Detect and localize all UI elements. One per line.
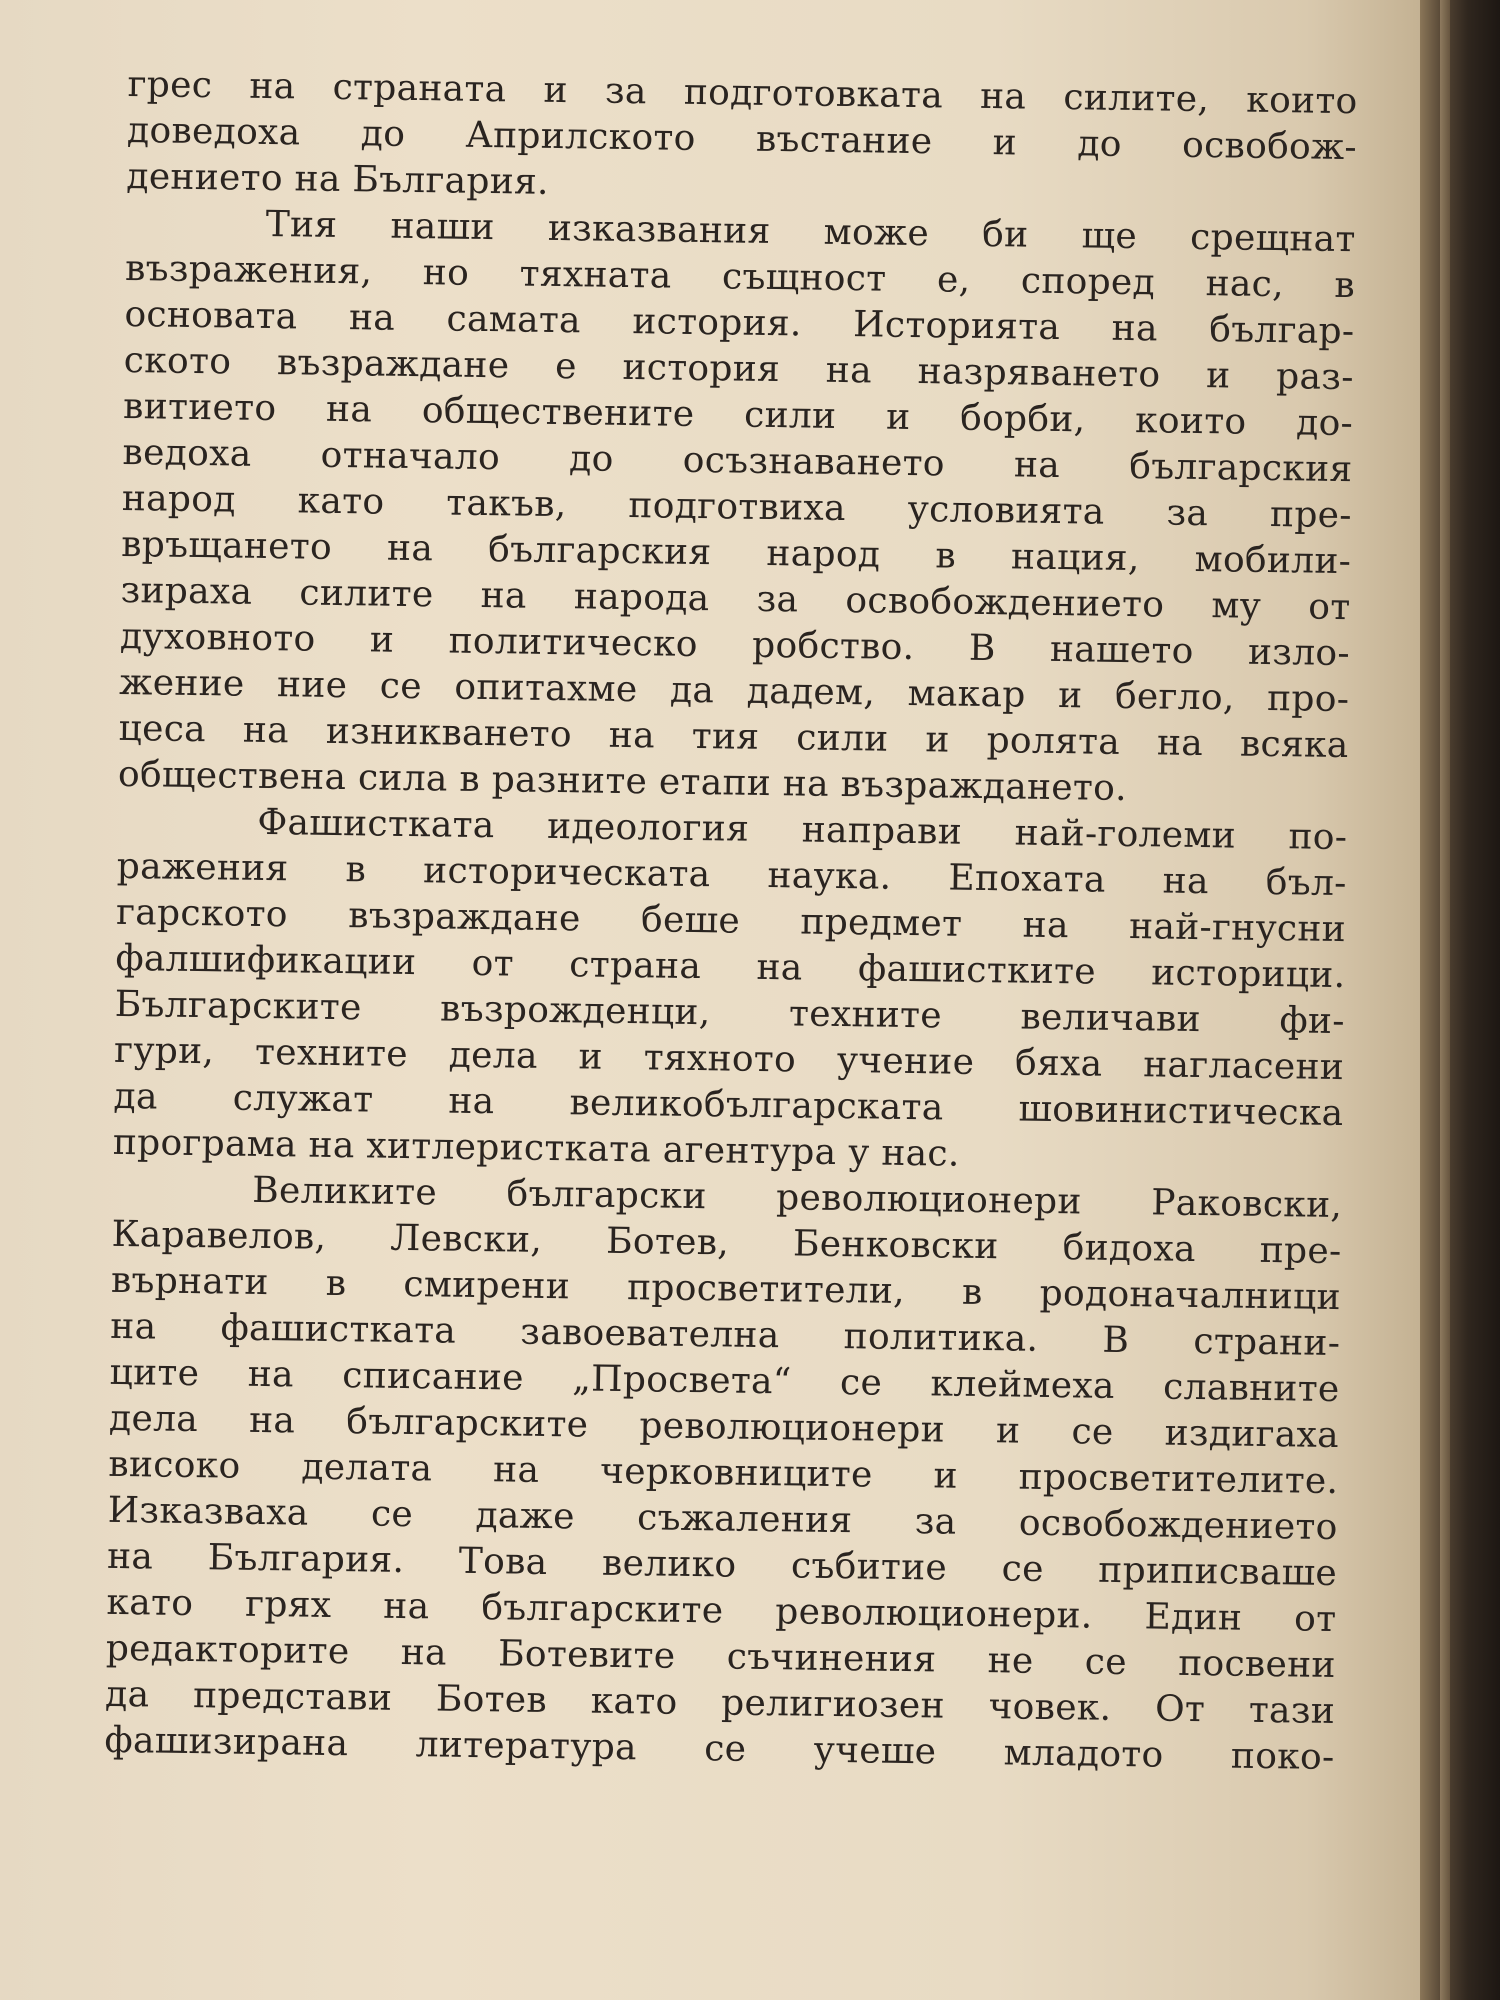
- text-line: високо делата на черковниците и просветителите.: [108, 1443, 1339, 1503]
- text-line: ражения в историческата наука. Епохата на бъл-: [116, 845, 1347, 905]
- text-line: връщането на българския народ в нация, мобили-: [120, 523, 1352, 583]
- text-line: програма на хитлеристката агентура у нас.: [112, 1121, 960, 1175]
- text-line: цеса на изникването на тия сили и ролята на всяка: [118, 707, 1349, 767]
- text-line: духовното и политическо робство. В нашето изло-: [119, 615, 1351, 675]
- text-line: на България. Това велико събитие се приписваше: [106, 1535, 1338, 1595]
- text-line: дението на България.: [126, 155, 550, 203]
- text-line: обществена сила в разните етапи на възраждането.: [117, 753, 1128, 810]
- text-line: зираха силите на народа за освобождението му от: [120, 569, 1351, 629]
- text-line: основата на самата история. Историята на българ-: [124, 293, 1355, 353]
- text-line: дела на българските революционери и се издигаха: [108, 1397, 1340, 1457]
- text-line: на фашистката завоевателна политика. В страни-: [110, 1305, 1341, 1365]
- text-line: върнати в смирени просветители, в родоначалници: [110, 1259, 1342, 1319]
- text-line: Великите български революционери Раковски,: [251, 1169, 1343, 1227]
- text-line: ското възраждане е история на назряването и раз-: [123, 339, 1354, 399]
- page-text-block: [104, 62, 1358, 1781]
- text-line: ведоха отначало до осъзнаването на българския: [122, 431, 1353, 491]
- text-line: витието на обществените сили и борби, които до-: [122, 385, 1354, 445]
- text-line: Каравелов, Левски, Ботев, Бенковски бидоха пре-: [111, 1213, 1342, 1273]
- text-line: да представи Ботев като религиозен човек. От тази: [104, 1673, 1336, 1733]
- text-line: да служат на великобългарската шовинистическа: [113, 1075, 1344, 1135]
- text-line: доведоха до Априлското въстание и до освобож-: [126, 109, 1358, 169]
- text-line: Тия наши изказвания може би ще срещнат: [265, 203, 1356, 261]
- text-line: ците на списание „Просвета“ се клеймеха славните: [109, 1351, 1340, 1411]
- text-line: гарското възраждане беше предмет на най-гнусни: [115, 891, 1347, 951]
- text-line: грес на страната и за подготовката на силите, които: [127, 63, 1358, 123]
- text-line: фалшификации от страна на фашистките историци.: [115, 937, 1346, 997]
- text-line: фашизирана литература се учеше младото поко-: [104, 1719, 1335, 1779]
- text-line: Българските възрожденци, техните величави фи-: [114, 983, 1346, 1043]
- text-line: народ като такъв, подготвиха условията за пре-: [121, 477, 1353, 537]
- text-line: редакторите на Ботевите съчинения не се посвени: [105, 1627, 1337, 1687]
- text-line: жение ние се опитахме да дадем, макар и бегло, про-: [119, 661, 1350, 721]
- text-line: гури, техните дела и тяхното учение бяха нагласени: [113, 1029, 1345, 1089]
- book-spine-shadow: [1420, 0, 1500, 2000]
- text-line: възражения, но тяхната същност е, според нас, в: [124, 247, 1356, 307]
- text-line: Изказваха се даже съжаления за освобождението: [107, 1489, 1338, 1549]
- text-line: Фашистката идеология направи най-големи по-: [257, 801, 1348, 859]
- book-gutter-edge: [1440, 0, 1450, 2000]
- text-line: като грях на българските революционери. Един от: [106, 1581, 1337, 1641]
